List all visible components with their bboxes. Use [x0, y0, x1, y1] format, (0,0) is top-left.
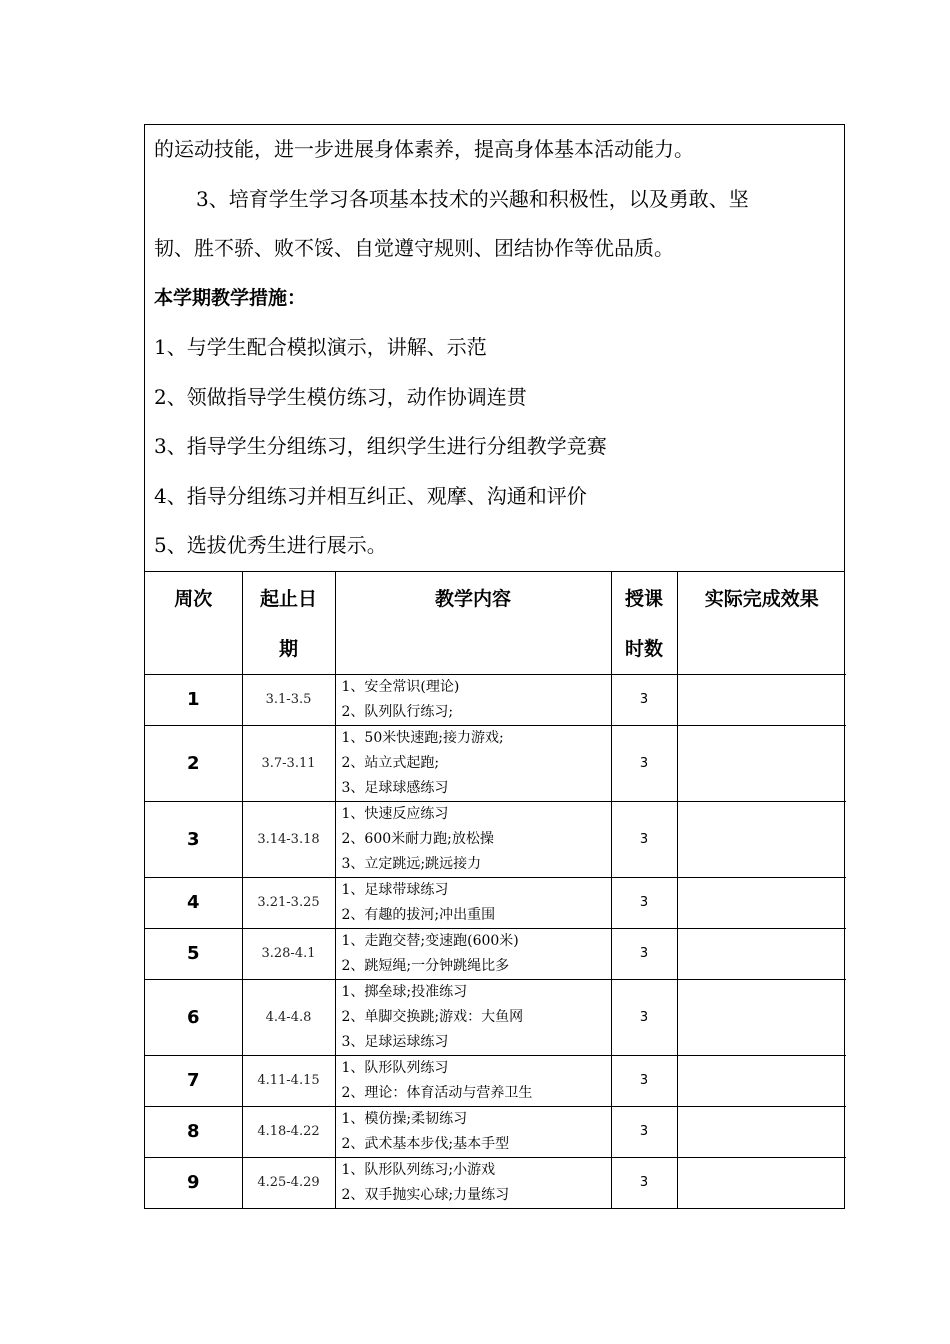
- effect-cell: [677, 979, 846, 1055]
- date-cell: 4.11-4.15: [242, 1055, 335, 1106]
- date-cell: 3.1-3.5: [242, 674, 335, 725]
- effect-cell: [677, 1055, 846, 1106]
- effect-cell: [677, 674, 846, 725]
- date-cell: 4.4-4.8: [242, 979, 335, 1055]
- header-effect: 实际完成效果: [677, 572, 846, 675]
- content-line: 2、队列队行练习;: [341, 703, 454, 720]
- header-content: 教学内容: [335, 572, 611, 675]
- table-body: [145, 674, 846, 1208]
- measure-item: 5、选拔优秀生进行展示。: [154, 533, 387, 557]
- content-cell: [335, 1106, 611, 1157]
- header-date: [242, 572, 335, 675]
- document-frame: [144, 124, 845, 1209]
- content-line: 2、站立式起跑;: [341, 754, 440, 771]
- objectives-text-block: [145, 125, 844, 572]
- paragraph-line: 韧、胜不骄、败不馁、自觉遵守规则、团结协作等优品质。: [154, 236, 674, 260]
- date-cell: 4.25-4.29: [242, 1157, 335, 1208]
- paragraph-line: 的运动技能，进一步进展身体素养，提高身体基本活动能力。: [154, 137, 694, 161]
- content-line: 1、50米快速跑;接力游戏;: [341, 729, 504, 746]
- header-hours: [611, 572, 677, 675]
- week-cell: 3: [145, 801, 242, 877]
- date-cell: 4.18-4.22: [242, 1106, 335, 1157]
- hours-cell: 3: [611, 1055, 677, 1106]
- header-date-line2: 期: [278, 637, 298, 660]
- date-cell: 3.21-3.25: [242, 877, 335, 928]
- content-line: 3、足球运球练习: [341, 1033, 449, 1050]
- paragraph-line: 3、培育学生学习各项基本技术的兴趣和积极性，以及勇敢、坚: [196, 186, 749, 211]
- content-line: 1、模仿操;柔韧练习: [341, 1110, 468, 1127]
- content-line: 2、跳短绳;一分钟跳绳比多: [341, 957, 510, 974]
- table-header-row: [145, 572, 846, 675]
- week-cell: 8: [145, 1106, 242, 1157]
- date-cell: 3.28-4.1: [242, 928, 335, 979]
- table-row: [145, 979, 846, 1055]
- hours-cell: 3: [611, 928, 677, 979]
- content-line: 1、走跑交替;变速跑(600米): [341, 932, 519, 949]
- measure-item: 1、与学生配合模拟演示，讲解、示范: [154, 335, 487, 359]
- measure-item: 4、指导分组练习并相互纠正、观摩、沟通和评价: [154, 483, 587, 508]
- content-line: 1、掷垒球;投准练习: [341, 983, 468, 1000]
- header-hours-line2: 时数: [624, 637, 663, 660]
- content-cell: [335, 928, 611, 979]
- schedule-table: [145, 572, 846, 1208]
- date-cell: 3.7-3.11: [242, 725, 335, 801]
- hours-cell: 3: [611, 1106, 677, 1157]
- content-line: 1、队形队列练习;小游戏: [341, 1161, 496, 1178]
- content-line: 3、立定跳远;跳远接力: [341, 855, 482, 872]
- content-line: 2、双手抛实心球;力量练习: [341, 1186, 510, 1203]
- content-cell: [335, 801, 611, 877]
- table-row: [145, 801, 846, 877]
- effect-cell: [677, 928, 846, 979]
- content-line: 2、600米耐力跑;放松操: [341, 830, 494, 847]
- hours-cell: 3: [611, 877, 677, 928]
- content-cell: [335, 674, 611, 725]
- measures-heading: 本学期教学措施：: [154, 286, 307, 309]
- week-cell: 9: [145, 1157, 242, 1208]
- content-cell: [335, 1055, 611, 1106]
- content-line: 2、有趣的拔河;冲出重围: [341, 906, 496, 923]
- header-week: 周次: [145, 572, 242, 675]
- measure-item: 2、领做指导学生模仿练习，动作协调连贯: [154, 384, 527, 409]
- table-row: [145, 1157, 846, 1208]
- effect-cell: [677, 877, 846, 928]
- content-line: 1、足球带球练习: [341, 881, 449, 898]
- effect-cell: [677, 1106, 846, 1157]
- content-line: 1、快速反应练习: [341, 805, 449, 822]
- table-row: [145, 1055, 846, 1106]
- table-row: [145, 928, 846, 979]
- effect-cell: [677, 725, 846, 801]
- hours-cell: 3: [611, 801, 677, 877]
- content-line: 1、队形队列练习: [341, 1059, 449, 1076]
- hours-cell: 3: [611, 979, 677, 1055]
- content-line: 2、理论：体育活动与营养卫生: [341, 1084, 533, 1101]
- week-cell: 1: [145, 674, 242, 725]
- measure-item: 3、指导学生分组练习，组织学生进行分组教学竞赛: [154, 434, 607, 458]
- content-line: 1、安全常识(理论): [341, 678, 460, 695]
- week-cell: 2: [145, 725, 242, 801]
- header-date-line1: 起止日: [259, 587, 317, 610]
- content-line: 3、足球球感练习: [341, 779, 449, 796]
- content-cell: [335, 1157, 611, 1208]
- table-row: [145, 725, 846, 801]
- content-cell: [335, 725, 611, 801]
- content-cell: [335, 877, 611, 928]
- hours-cell: 3: [611, 1157, 677, 1208]
- table-row: [145, 674, 846, 725]
- table-row: [145, 877, 846, 928]
- date-cell: 3.14-3.18: [242, 801, 335, 877]
- week-cell: 6: [145, 979, 242, 1055]
- content-line: 2、单脚交换跳;游戏：大鱼网: [341, 1008, 524, 1025]
- effect-cell: [677, 801, 846, 877]
- week-cell: 4: [145, 877, 242, 928]
- week-cell: 5: [145, 928, 242, 979]
- content-line: 2、武术基本步伐;基本手型: [341, 1135, 510, 1152]
- hours-cell: 3: [611, 725, 677, 801]
- header-hours-line1: 授课: [624, 587, 663, 610]
- content-cell: [335, 979, 611, 1055]
- hours-cell: 3: [611, 674, 677, 725]
- week-cell: 7: [145, 1055, 242, 1106]
- effect-cell: [677, 1157, 846, 1208]
- table-row: [145, 1106, 846, 1157]
